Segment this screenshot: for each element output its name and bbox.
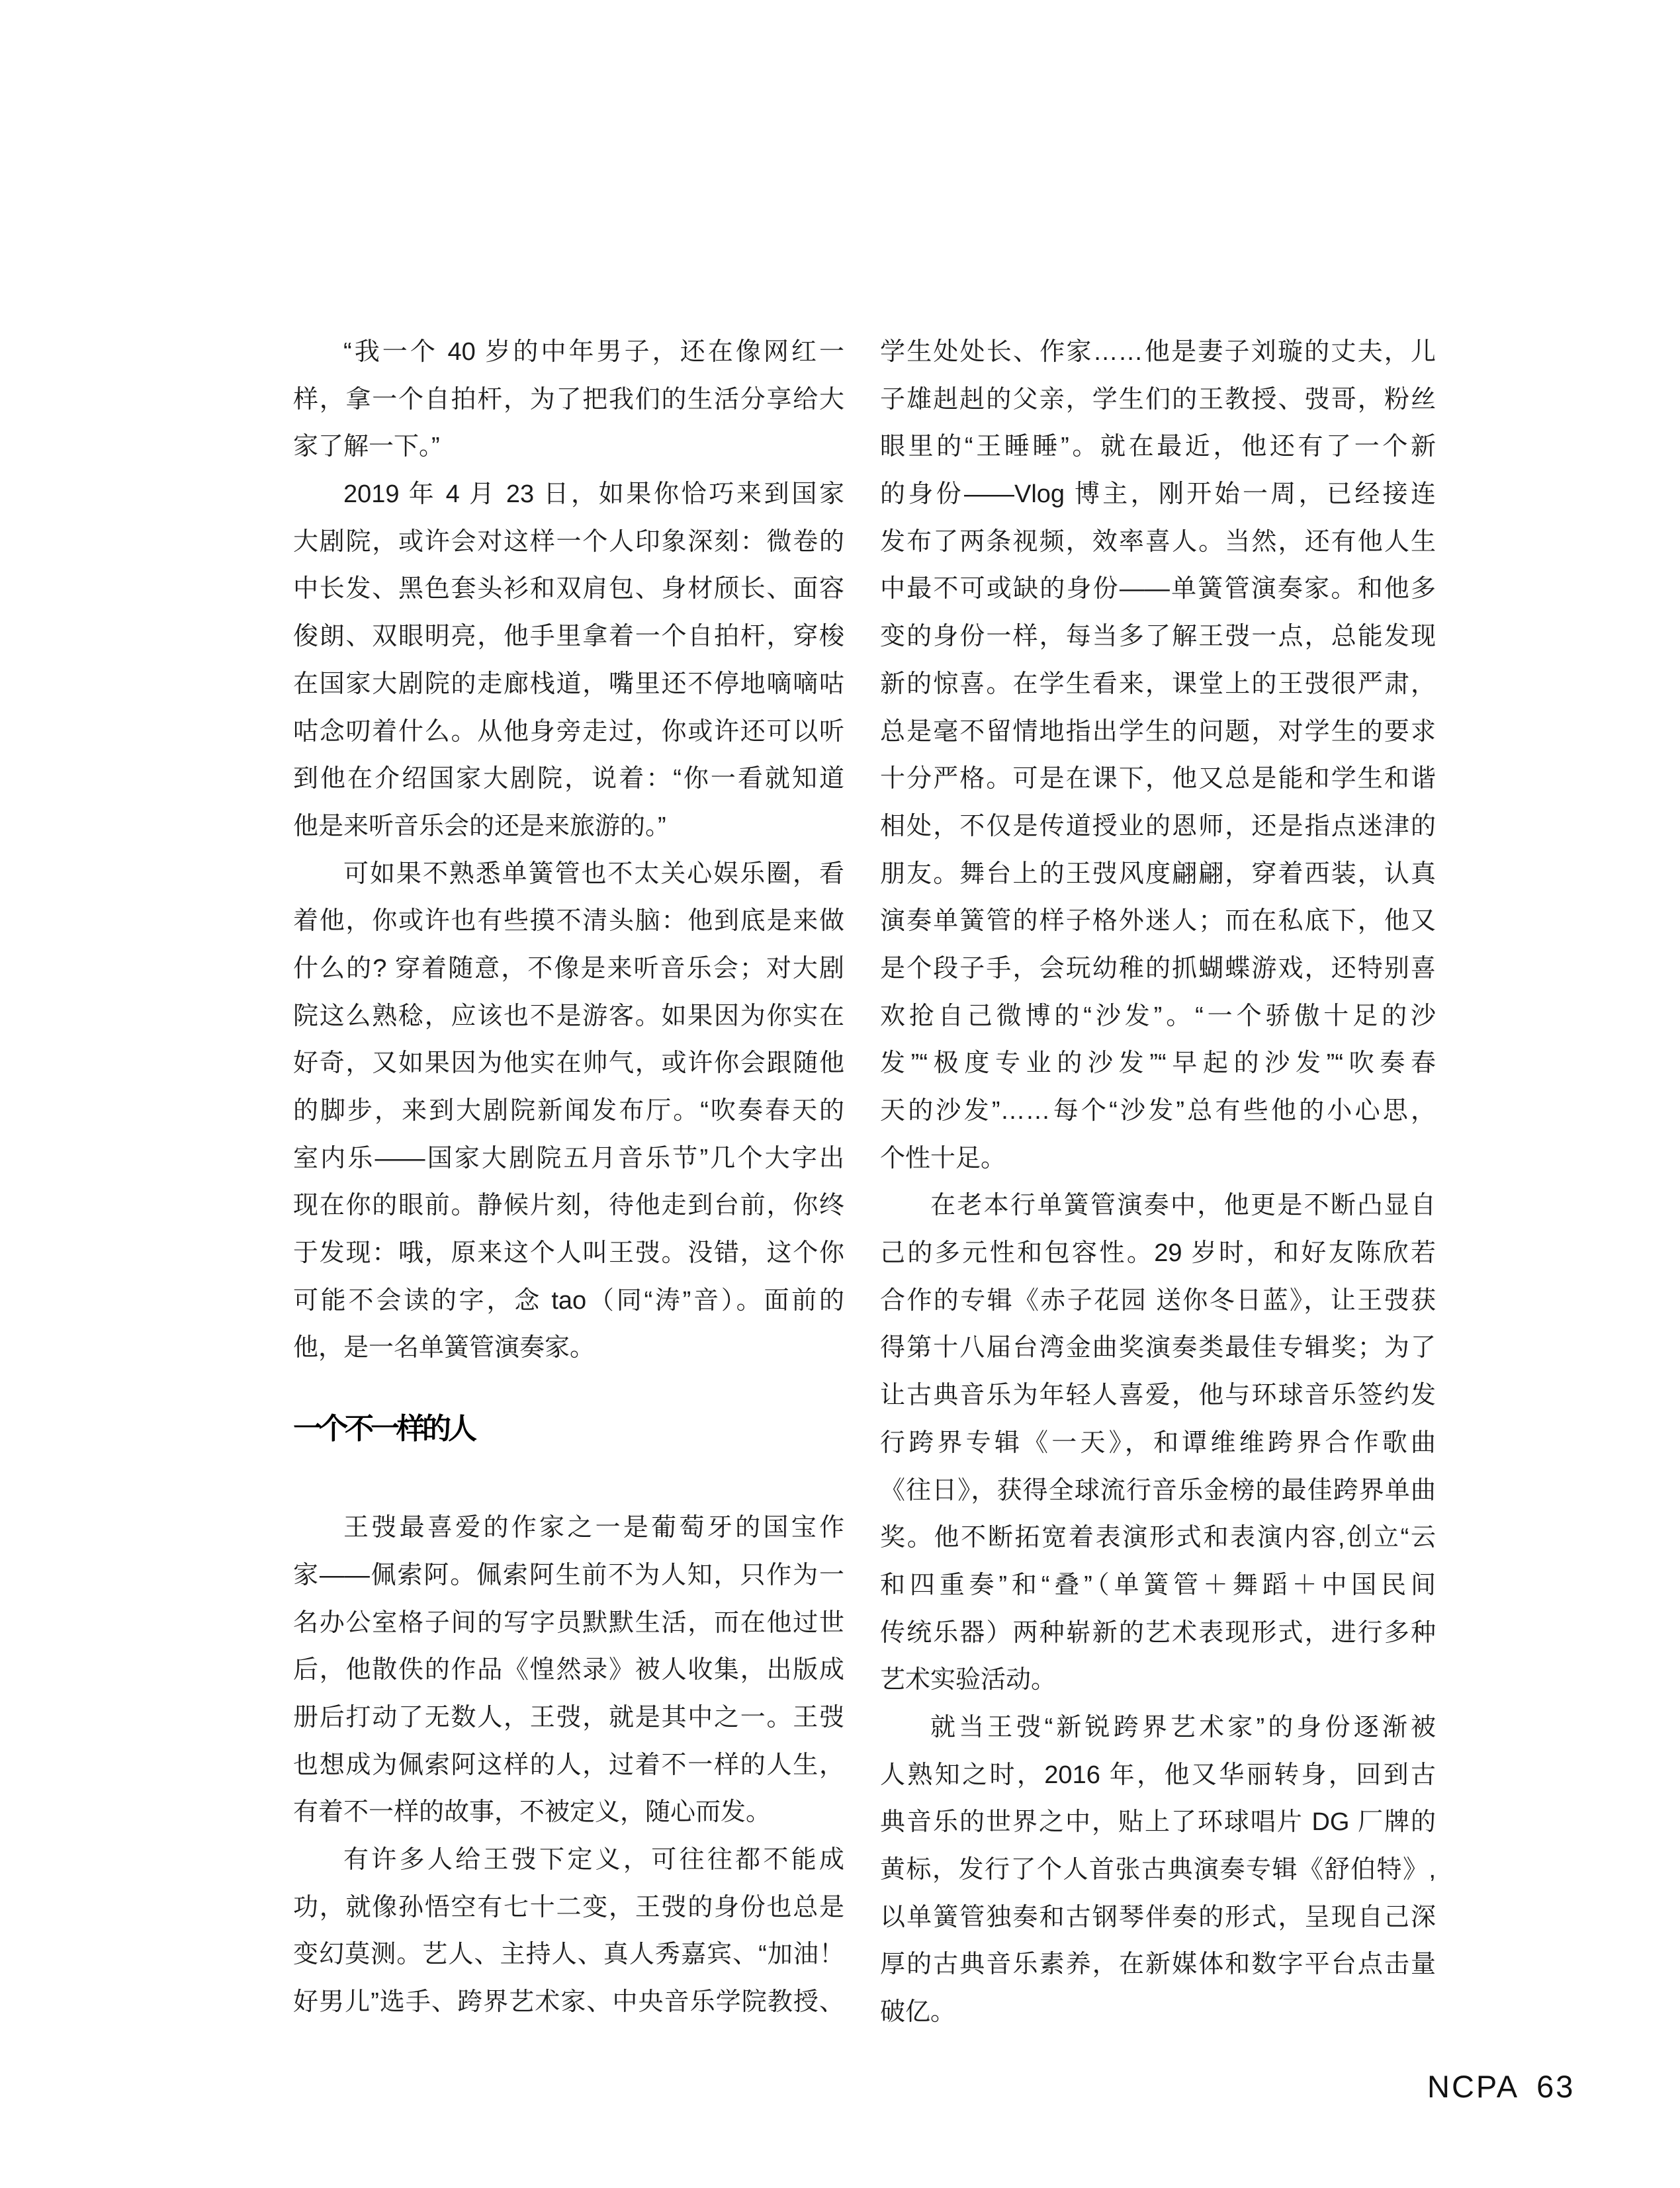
text-line: 新的惊喜。在学生看来，课堂上的王弢很严肃， [880,670,1436,698]
text-line: 欢抢自己微博的“沙发”。“一个骄傲十足的沙 [880,1002,1436,1030]
left-column [293,329,844,2027]
text-line: 什么的? 穿着随意，不像是来听音乐会；对大剧 [293,954,844,983]
text-line: 发”“极度专业的沙发”“早起的沙发”“吹奏春 [880,1049,1436,1078]
text-line: 册后打动了无数人，王弢，就是其中之一。王弢 [293,1703,844,1731]
text-line: 子雄赳赳的父亲，学生们的王教授、弢哥，粉丝 [880,385,1436,414]
text-line: 《往日》，获得全球流行音乐金榜的最佳跨界单曲 [880,1476,1436,1505]
text-line: 奖。他不断拓宽着表演形式和表演内容,创立“云 [880,1524,1436,1552]
text-line: 好奇，又如果因为他实在帅气，或许你会跟随他 [293,1049,844,1078]
text-line: 变的身份一样，每当多了解王弢一点，总能发现 [880,623,1436,651]
text-line: 以单簧管独奏和古钢琴伴奏的形式，呈现自己深 [880,1903,1436,1931]
text-line: 俊朗、双眼明亮，他手里拿着一个自拍杆，穿梭 [293,623,844,651]
text-line: 中长发、黑色套头衫和双肩包、身材颀长、面容 [293,575,844,603]
paragraph [293,1837,844,2027]
text-line: 功，就像孙悟空有七十二变，王弢的身份也总是 [293,1893,844,1921]
text-line: “我一个 40 岁的中年男子，还在像网红一 [343,338,844,366]
text-line: 发布了两条视频，效率喜人。当然，还有他人生 [880,527,1436,556]
text-line: 厚的古典音乐素养，在新媒体和数字平台点击量 [880,1950,1436,1979]
text-line: 行跨界专辑《一天》，和谭维维跨界合作歌曲 [880,1428,1436,1457]
right-column [880,329,1436,2036]
text-line: 样，拿一个自拍杆，为了把我们的生活分享给大 [293,385,844,414]
text-line: 朋友。舞台上的王弢风度翩翩，穿着西装，认真 [880,859,1436,888]
paragraph [293,1505,844,1837]
text-line: 于发现：哦，原来这个人叫王弢。没错，这个你 [293,1239,844,1268]
text-line: 的脚步，来到大剧院新闻发布厅。“吹奏春天的 [293,1097,844,1125]
text-line: 破亿。 [880,1998,956,2027]
text-line: 2019 年 4 月 23 日，如果你恰巧来到国家 [343,480,844,509]
text-line: 大剧院，或许会对这样一个人印象深刻：微卷的 [293,527,844,556]
text-line: 现在你的眼前。静候片刻，待他走到台前，你终 [293,1192,844,1220]
text-line: 就当王弢“新锐跨界艺术家”的身份逐渐被 [930,1713,1436,1741]
text-line: 艺术实验活动。 [880,1666,1057,1694]
text-line: 是个段子手，会玩幼稚的抓蝴蝶游戏，还特别喜 [880,954,1436,983]
text-line: 在国家大剧院的走廊栈道，嘴里还不停地嘀嘀咕 [293,670,844,698]
paragraph [293,851,844,1373]
text-line: 后，他散佚的作品《惶然录》被人收集，出版成 [293,1656,844,1685]
text-line: 到他在介绍国家大剧院，说着：“你一看就知道 [293,765,844,793]
text-line: 人熟知之时，2016 年，他又华丽转身，回到古 [880,1761,1436,1789]
text-line: 也想成为佩索阿这样的人，过着不一样的人生， [293,1751,844,1779]
paragraph [880,1704,1436,2036]
paragraph [880,329,1436,1182]
text-line: 好男儿”选手、跨界艺术家、中央音乐学院教授、 [293,1988,844,2016]
text-line: 典音乐的世界之中，贴上了环球唱片 DG 厂牌的 [880,1808,1436,1837]
text-line: 名办公室格子间的写字员默默生活，而在他过世 [293,1608,844,1637]
text-line: 十分严格。可是在课下，他又总是能和学生和谐 [880,765,1436,793]
text-line: 黄标，发行了个人首张古典演奏专辑《舒伯特》, [880,1856,1436,1884]
text-line: 天的沙发”……每个“沙发”总有些他的小心思， [880,1097,1436,1125]
text-line: 有着不一样的故事，不被定义，随心而发。 [293,1798,772,1827]
section-heading: 一个不一样的人 [293,1413,474,1446]
text-line: 有许多人给王弢下定义，可往往都不能成 [343,1845,844,1874]
paragraph [293,471,844,851]
text-line: 和四重奏”和“叠”（单簧管＋舞蹈＋中国民间 [880,1571,1436,1599]
text-line: 王弢最喜爱的作家之一是葡萄牙的国宝作 [343,1514,844,1542]
paragraph [880,1182,1436,1704]
text-line: 让古典音乐为年轻人喜爱，他与环球音乐签约发 [880,1381,1436,1410]
text-line: 学生处处长、作家……他是妻子刘璇的丈夫，儿 [880,338,1436,366]
text-line: 可如果不熟悉单簧管也不太关心娱乐圈，看 [343,859,844,888]
text-line: 传统乐器）两种崭新的艺术表现形式，进行多种 [880,1618,1436,1647]
text-line: 己的多元性和包容性。29 岁时，和好友陈欣若 [880,1239,1436,1268]
text-line: 家——佩索阿。佩索阿生前不为人知，只作为一 [293,1561,844,1589]
text-line: 得第十八届台湾金曲奖演奏类最佳专辑奖；为了 [880,1334,1436,1362]
footer-page-number: 63 [1536,2069,1575,2104]
text-line: 总是毫不留情地指出学生的问题，对学生的要求 [880,717,1436,746]
text-line: 室内乐——国家大剧院五月音乐节”几个大字出 [293,1144,844,1172]
text-line: 他，是一名单簧管演奏家。 [293,1334,596,1362]
text-line: 相处，不仅是传道授业的恩师，还是指点迷津的 [880,812,1436,840]
text-line: 个性十足。 [880,1144,1006,1172]
text-line: 中最不可或缺的身份——单簧管演奏家。和他多 [880,575,1436,603]
text-line: 他是来听音乐会的还是来旅游的。” [293,812,666,840]
footer-brand: NCPA [1427,2069,1520,2104]
text-line: 演奏单簧管的样子格外迷人；而在私底下，他又 [880,907,1436,936]
text-line: 的身份——Vlog 博主，刚开始一周，已经接连 [880,480,1436,509]
text-line: 院这么熟稔，应该也不是游客。如果因为你实在 [293,1002,844,1030]
text-line: 变幻莫测。艺人、主持人、真人秀嘉宾、“加油！ [293,1941,844,1969]
text-line: 咕念叨着什么。从他身旁走过，你或许还可以听 [293,717,844,746]
text-line: 着他，你或许也有些摸不清头脑：他到底是来做 [293,907,844,936]
text-line: 眼里的“王睡睡”。就在最近，他还有了一个新 [880,433,1436,461]
page-footer [1427,2071,1575,2102]
text-line: 可能不会读的字，念 tao（同“涛”音）。面前的 [293,1286,844,1315]
text-line: 在老本行单簧管演奏中，他更是不断凸显自 [930,1192,1436,1220]
paragraph [293,329,844,471]
text-line: 合作的专辑《赤子花园 送你冬日蓝》，让王弢获 [880,1286,1436,1315]
text-line: 家了解一下。” [293,433,440,461]
